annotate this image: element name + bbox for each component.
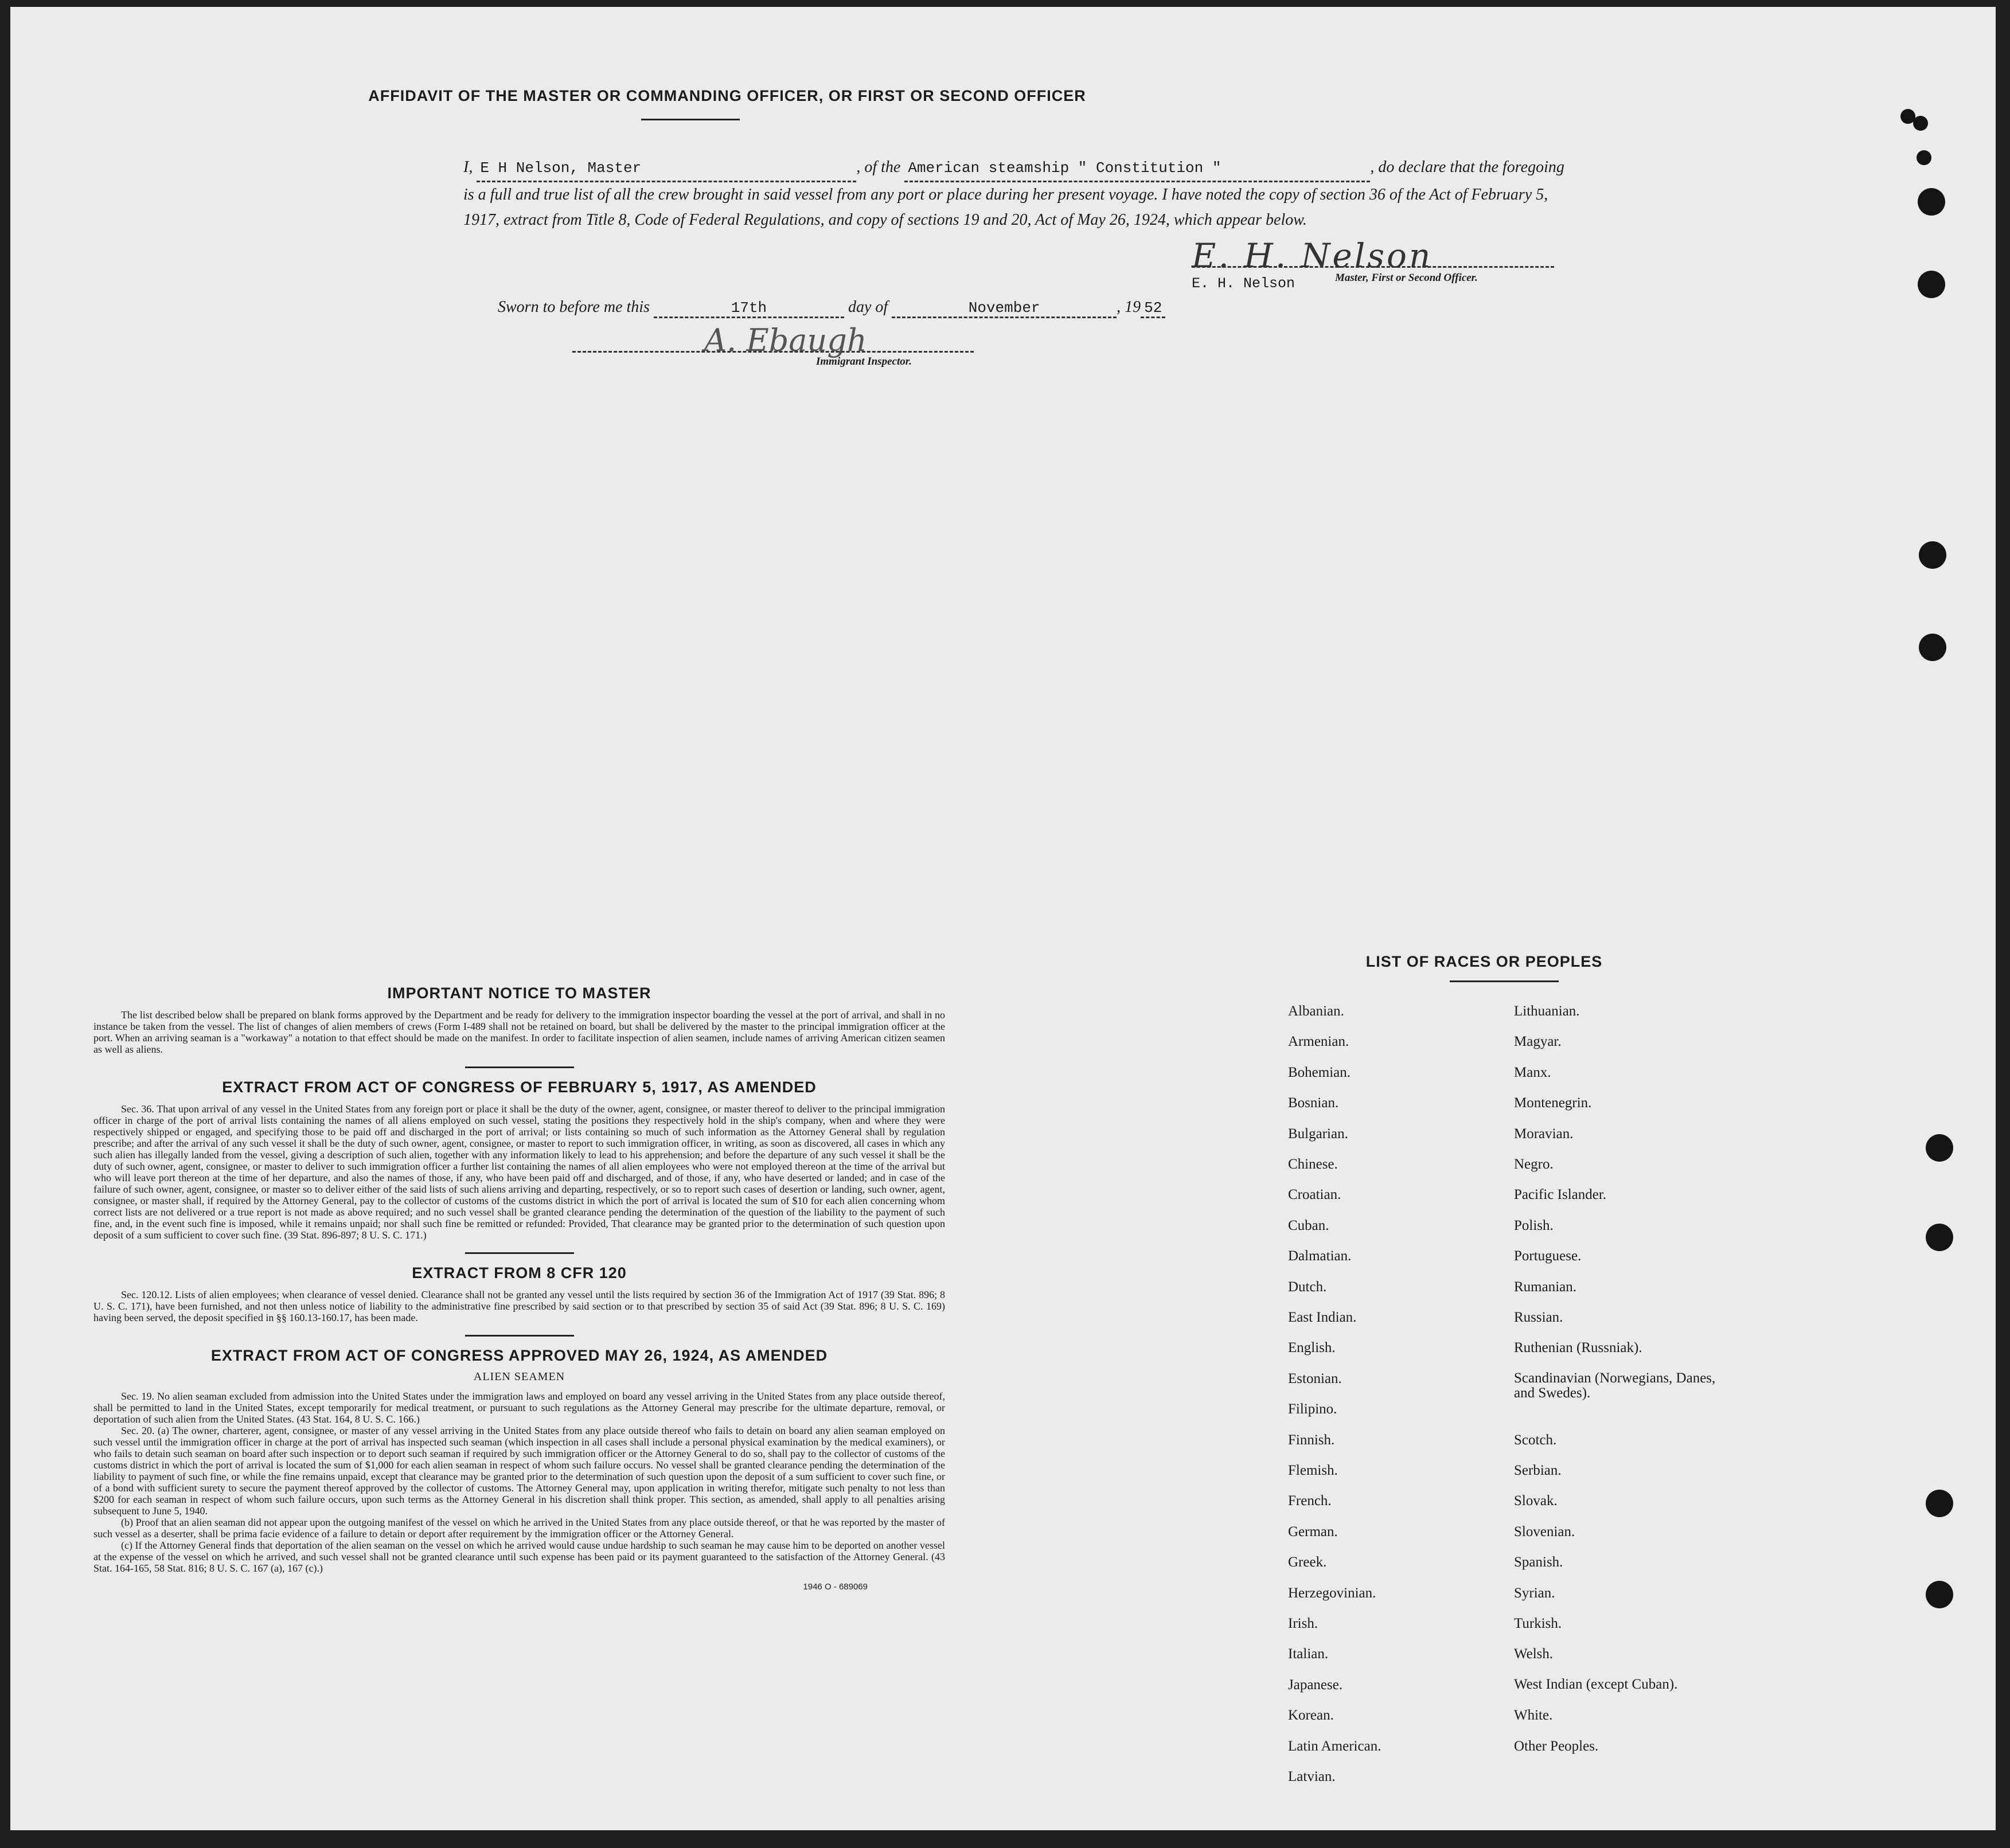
race-item: Irish.	[1288, 1616, 1318, 1631]
binder-hole	[1919, 541, 1946, 569]
race-item: East Indian.	[1288, 1310, 1357, 1325]
sworn-month-field: November	[892, 299, 1117, 318]
race-item: Croatian.	[1288, 1187, 1341, 1203]
race-item: Turkish.	[1514, 1616, 1562, 1631]
race-item: Armenian.	[1288, 1034, 1349, 1050]
race-item: French.	[1288, 1493, 1332, 1509]
binder-hole	[1926, 1490, 1953, 1517]
race-item: Magyar.	[1514, 1034, 1562, 1050]
declaration-paragraph	[463, 155, 1564, 233]
race-item: Bosnian.	[1288, 1095, 1339, 1111]
master-name-field: E H Nelson, Master	[477, 155, 856, 182]
race-item: Portuguese.	[1514, 1248, 1582, 1264]
notice-heading: IMPORTANT NOTICE TO MASTER	[387, 984, 651, 1002]
signature-line	[1192, 266, 1554, 268]
sworn-line	[498, 298, 1165, 318]
race-item: West Indian (except Cuban).	[1514, 1676, 1678, 1692]
of-the-text: , of the	[856, 158, 901, 176]
race-item: Serbian.	[1514, 1463, 1562, 1478]
race-item: Japanese.	[1288, 1677, 1343, 1693]
race-item: Chinese.	[1288, 1157, 1338, 1172]
race-item: Bohemian.	[1288, 1064, 1351, 1080]
signature-role-label: Master, First or Second Officer.	[1335, 272, 1478, 284]
divider-3	[465, 1335, 574, 1337]
binder-hole	[1926, 1581, 1953, 1608]
year-prefix: , 19	[1117, 298, 1141, 316]
sec19-text: Sec. 19. No alien seaman excluded from admission into the United States under the immigration laws and employed on board any vessel arriving in the United States from any place outside thereof, shall be permitted to land in the United States, except temporarily for medical treatment, or pursuant to such regulations as the Attorney General may prescribe for the ultimate departure, removal, or deportation of such alien from the United States. (43 Stat. 164, 8 U. S. C. 166.)	[93, 1390, 945, 1425]
inspector-label: Immigrant Inspector.	[816, 355, 912, 368]
binder-hole	[1926, 1134, 1953, 1162]
race-item: German.	[1288, 1523, 1338, 1540]
sec20b-text: (b) Proof that an alien seaman did not appear upon the outgoing manifest of the vessel on which he arrived in the United States from any place outside thereof, or that he was reported by the master of such vessel as a deserter, shall be prima facie evidence of a failure to detain or deport after requirement by the immigration officer or the Attorney General.	[93, 1517, 945, 1540]
race-item: Dalmatian.	[1288, 1248, 1352, 1264]
race-item: Ruthenian (Russniak).	[1514, 1340, 1642, 1356]
race-item: Scandinavian (Norwegians, Danes, and Swedes).	[1514, 1370, 1716, 1401]
race-item: Spanish.	[1514, 1554, 1563, 1570]
races-heading: LIST OF RACES OR PEOPLES	[1365, 953, 1603, 970]
day-of-label: day of	[848, 298, 888, 316]
inspector-line	[572, 351, 974, 353]
race-item: Finnish.	[1288, 1432, 1335, 1448]
race-item: Dutch.	[1288, 1279, 1327, 1295]
race-item: Herzegovinian.	[1288, 1585, 1376, 1601]
declaration-i: I,	[463, 158, 473, 176]
race-item: Bulgarian.	[1288, 1126, 1348, 1142]
race-item: Polish.	[1514, 1217, 1554, 1233]
notice-column	[93, 984, 945, 1592]
sec20a-text: Sec. 20. (a) The owner, charterer, agent, consignee, or master of any vessel arriving in the United States from any place outside thereof who fails to detain on board any alien seaman employed on such vessel until the immigration officer in charge at the port of arrival has inspected such seaman (which inspection in all cases shall include a personal physical examination by the medical examiners), or who fails to detain such seaman on board after such inspection or to deport such seaman if required by such immigration officer or the Attorney General to do so, shall pay to the collector of customs of the customs district in which the port of arrival is located the sum of $1,000 for each alien seaman in respect of whom such failure occurs. No vessel shall be granted clearance pending the determination of the liability to payment of such fine, or while the fine remains unpaid, except that clearance may be granted prior to the determination of such question upon the deposit of a sum sufficient to cover such fine, or of a bond with sufficient surety to secure the payment thereof approved by the collector of customs. The Attorney General may, upon application in writing therefor, mitigate such penalty to not less than $200 for each seaman in respect of whom such failure occurs, upon such terms as the Attorney General in his discretion shall think proper. This section, as amended, shall apply to all penalties arising subsequent to June 5, 1940.	[93, 1425, 945, 1517]
binder-hole	[1913, 116, 1928, 131]
race-item: White.	[1514, 1708, 1553, 1724]
vessel-name-field: American steamship " Constitution "	[904, 155, 1370, 182]
divider-1	[465, 1066, 574, 1068]
race-item: Moravian.	[1514, 1126, 1574, 1142]
race-item: Cuban.	[1288, 1217, 1329, 1233]
race-item: Negro.	[1514, 1157, 1554, 1172]
race-item: Lithuanian.	[1514, 1003, 1580, 1019]
extract2-text: Sec. 120.12. Lists of alien employees; when clearance of vessel denied. Clearance shall not be granted any vessel until the lists required by section 36 of the Immigration Act of 1917 (39 Stat. 896; 8 U. S. C. 171), have been furnished, and not then unless notice of liability to the administrative fine prescribed by said section or to that prescribed by section 35 of said Act (39 Stat. 896; 8 U. S. C. 169) having been served, the deposit specified in §§ 160.13-160.17, has been made.	[93, 1289, 945, 1323]
do-declare-text: , do declare	[1370, 158, 1446, 176]
race-item: Slovak.	[1514, 1493, 1558, 1509]
race-item: Welsh.	[1514, 1646, 1554, 1662]
binder-hole	[1918, 188, 1945, 216]
race-item: Manx.	[1514, 1064, 1551, 1080]
race-item: Albanian.	[1288, 1003, 1344, 1019]
extract1-heading: EXTRACT FROM ACT OF CONGRESS OF FEBRUARY 5, 1917, AS AMENDED	[222, 1079, 817, 1096]
notice-text: The list described below shall be prepared on blank forms approved by the Department and be ready for delivery to the immigration inspector boarding the vessel at the port of arrival, and shall in no instance be taken from the vessel. The list of changes of alien members of crews (Form I-489 shall not be retained on board, but shall be delivered by the master to the principal immigration officer at the port. When an arriving seaman is a "workaway" a notation to that effect should be made on the manifest. In order to facilitate inspection of alien seamen, include names of arriving American citizen seamen as well as aliens.	[93, 1009, 945, 1055]
extract1-text: Sec. 36. That upon arrival of any vessel in the United States from any foreign port or place it shall be the duty of the owner, agent, consignee, or master thereof to deliver to the principal immigration officer in charge of the port of arrival lists containing the names of all aliens employed on such vessel, stating the positions they respectively hold in the ship's company, when and where they were respectively shipped or engaged, and specifying those to be paid off and discharged in the port of arrival; or lists containing so much of such information as the Attorney General shall by regulation prescribe; and after the arrival of any such vessel it shall be the duty of such owner, agent, consignee, or master to report to such immigration officer, in writing, as soon as discovered, all cases in which any such alien has illegally landed from the vessel, giving a description of such alien, together with any information likely to lead to his apprehension; and before the departure of any such vessel it shall be the duty of such owner, agent, consignee, or master to deliver to such immigration officer a further list containing the names of all alien employees who were not employed thereon at the time of the arrival but who will leave port thereon at the time of her departure, and also the names of those, if any, who have been paid off and discharged, and of those, if any, who have deserted or landed; and in case of the failure of such owner, agent, consignee, or master so to deliver either of the said lists of such aliens arriving and departing, respectively, or so to report such cases of desertion or landing, such owner, agent, consignee, or master shall, if required by the Attorney General, pay to the collector of customs of the customs district in which the port of arrival is located the sum of $10 for each alien concerning whom correct lists are not delivered or a true report is not made as above required; and no such vessel shall be granted clearance pending the determination of the question of the liability to the payment of such fine, and, in the event such fine is imposed, while it remains unpaid; nor shall such fine be remitted or refunded: Provided, That clearance may be granted prior to the determination of such question upon deposit of a sum sufficient to cover such fine. (39 Stat. 896-897; 8 U. S. C. 171.)	[93, 1103, 945, 1241]
race-item: Rumanian.	[1514, 1279, 1577, 1295]
race-item: Pacific Islander.	[1514, 1187, 1607, 1203]
race-item: Flemish.	[1288, 1463, 1338, 1478]
binder-hole	[1919, 634, 1946, 661]
binder-hole	[1918, 271, 1945, 298]
extract3-heading: EXTRACT FROM ACT OF CONGRESS APPROVED MAY 26, 1924, AS AMENDED	[210, 1347, 828, 1364]
race-item: Montenegrin.	[1514, 1095, 1592, 1111]
race-item: Korean.	[1288, 1708, 1334, 1724]
title-underline	[641, 119, 740, 120]
inspector-signature: A. Ebaugh	[704, 322, 867, 358]
races-heading-underline	[1450, 980, 1559, 982]
race-item: Syrian.	[1514, 1585, 1555, 1601]
extract2-heading: EXTRACT FROM 8 CFR 120	[412, 1264, 627, 1282]
document-page	[10, 7, 1996, 1830]
divider-2	[465, 1252, 574, 1254]
race-item: Italian.	[1288, 1646, 1329, 1662]
sworn-label: Sworn to before me this	[498, 298, 650, 316]
master-signature: E. H. Nelson	[1192, 236, 1433, 275]
race-item: Filipino.	[1288, 1401, 1337, 1417]
sworn-day-field: 17th	[654, 299, 844, 318]
binder-hole	[1926, 1224, 1953, 1251]
binder-hole	[1917, 150, 1931, 165]
race-item: Other Peoples.	[1514, 1738, 1599, 1754]
extract3-text	[93, 1390, 945, 1574]
race-item: Estonian.	[1288, 1370, 1342, 1386]
declaration-body: that the foregoing is a full and true list of all the crew brought in said vessel from any port or place during her present voyage. I have noted the copy of section 36 of the Act of February 5, 1917, extract from Title 8, Code of Federal Regulations, and copy of sections 19 and 20, Act of May 26, 1924, which appear below.	[463, 158, 1564, 229]
race-item: Latin American.	[1288, 1738, 1381, 1754]
year-field: 52	[1141, 299, 1165, 318]
sec20c-text: (c) If the Attorney General finds that deportation of the alien seaman on the vessel on which he arrived would cause undue hardship to such seaman he may cause him to be deported on another vessel at the expense of the vessel on which he arrived, and such vessel shall not be granted clearance until such expense has been paid or its payment guaranteed to the satisfaction of the Attorney General. (43 Stat. 164-165, 58 Stat. 816; 8 U. S. C. 167 (a), 167 (c).)	[93, 1540, 945, 1574]
print-code: 1946 O - 689069	[803, 1582, 868, 1592]
race-item: Latvian.	[1288, 1769, 1336, 1784]
race-item: Slovenian.	[1514, 1523, 1575, 1540]
race-item: English.	[1288, 1340, 1336, 1356]
extract3-subheading: ALIEN SEAMEN	[473, 1370, 565, 1383]
race-item: Russian.	[1514, 1310, 1563, 1325]
race-item: Scotch.	[1514, 1432, 1557, 1448]
race-item: Greek.	[1288, 1554, 1327, 1570]
affidavit-title: AFFIDAVIT OF THE MASTER OR COMMANDING OFFICER, OR FIRST OR SECOND OFFICER	[368, 87, 1086, 104]
signature-typed-name: E. H. Nelson	[1192, 275, 1295, 292]
